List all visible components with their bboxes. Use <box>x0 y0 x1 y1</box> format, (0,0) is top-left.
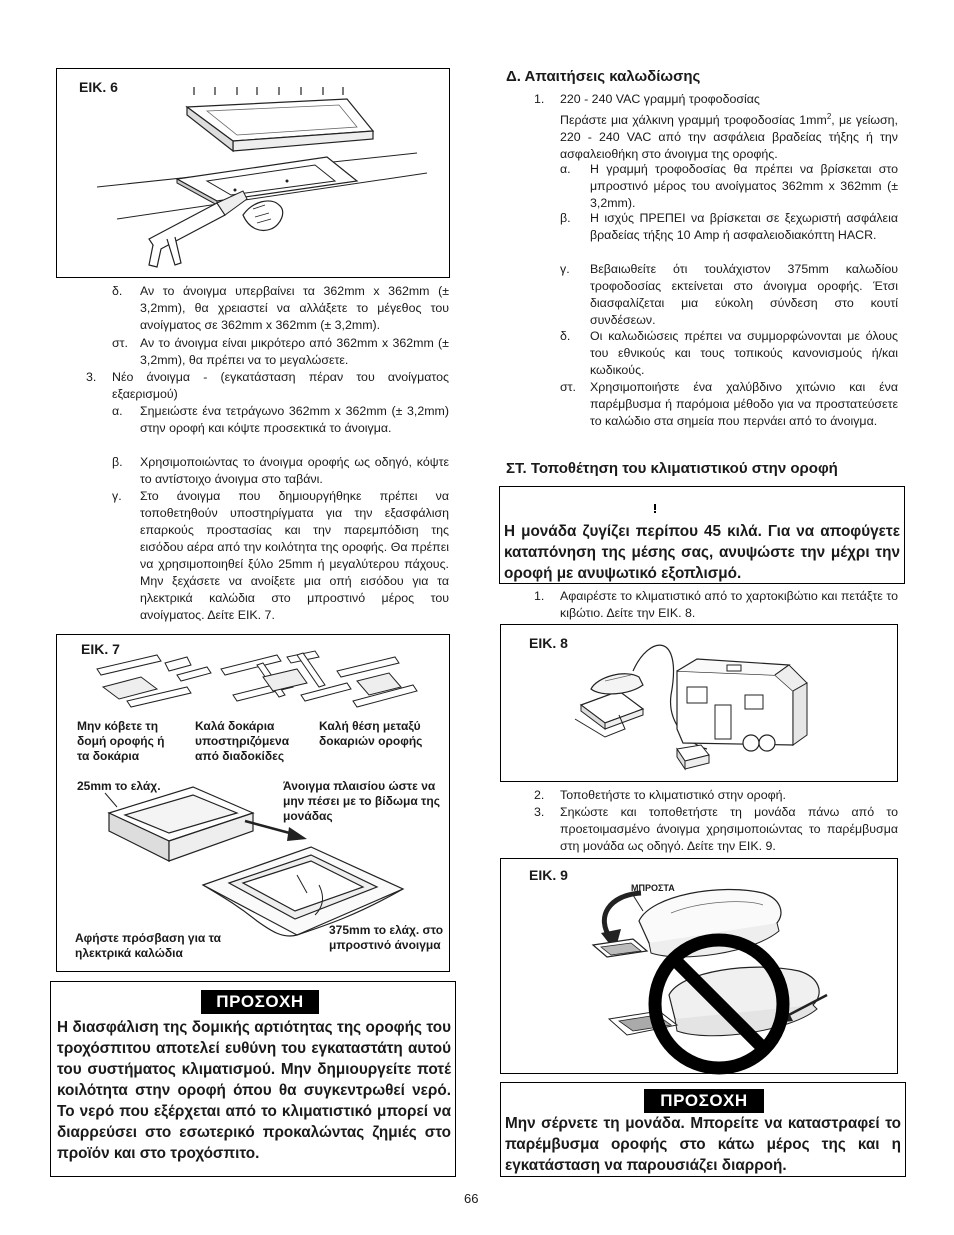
list-text: Οι καλωδιώσεις πρέπει να συμμορφώνονται με όλους του εθνικούς και τους τοπικούς κανονισμούς ή/και κωδικούς. <box>590 329 898 377</box>
list-marker: 2. <box>534 788 545 802</box>
warning-text: Μην σέρνετε τη μονάδα. Μπορείτε να καταστραφεί το παρέμβυσμα οροφής στο κάτω μέρος της και η εγκατάσταση να παρουσιάζει διαρροή. <box>505 1115 901 1174</box>
list-text: Τοποθετήστε το κλιματιστικό στην οροφή. <box>560 788 786 802</box>
list-item-a-d <box>560 161 898 213</box>
list-item-a-left <box>112 403 449 455</box>
figure-8-illustration <box>501 625 899 783</box>
list-marker: 3. <box>534 805 545 819</box>
fig7-caption-good-rafters: Καλά δοκάρια υποστηριζόμενα από διαδοκίδες <box>195 719 290 763</box>
list-item-st-d <box>560 379 898 447</box>
warning-label: ΠΡΟΣΟΧΗ <box>201 990 319 1014</box>
list-text: Βεβαιωθείτε ότι τουλάχιστον 375mm καλωδίου τροφοδοσίας εκτείνεται στο άνοιγμα οροφής. Έτσι διασφαλίζεται μια εύκολη σύνδεση στο κουτί συνδέσεων. <box>590 262 898 327</box>
figure-6-label: ΕΙΚ. 6 <box>79 79 118 95</box>
list-item-1-st <box>534 588 898 624</box>
section-st-title: ΣΤ. Τοποθέτηση του κλιματιστικού στην οροφή <box>506 460 838 477</box>
warning-box-weight <box>499 486 905 584</box>
list-text: Αφαιρέστε το κλιματιστικό από το χαρτοκιβώτιο και πετάξτε το κιβώτιο. Δείτε την ΕΙΚ. 8. <box>560 589 898 620</box>
figure-8-label: ΕΙΚ. 8 <box>529 635 568 651</box>
figure-6-illustration <box>57 69 451 279</box>
list-item-b-d <box>560 210 898 262</box>
warning-text: Η μονάδα ζυγίζει περίπου 45 κιλά. Για να αποφύγετε καταπόνηση της μέσης σας, ανυψώστε την μέχρι την οροφή με ανυψωτικό εξοπλισμό. <box>504 523 900 582</box>
list-item-b-left <box>112 454 449 490</box>
wiring-body-paragraph: Περάστε μια χάλκινη γραμμή τροφοδοσίας $1mm^2$, με γείωση, 220 - 240 VAC από την ασφάλεια βραδείας τήξης ή την ασφαλειοθήκη στο άνοιγμα της οροφής. <box>560 112 898 162</box>
list-marker: γ. <box>112 489 122 503</box>
list-marker: στ. <box>112 336 128 350</box>
figure-7-label: ΕΙΚ. 7 <box>81 641 120 657</box>
list-item-g-d <box>560 261 898 329</box>
warning-box-structural <box>50 981 456 1177</box>
list-text: Σημειώστε ένα τετράγωνο 362mm x 362mm (± 3,2mm) στην οροφή και κόψτε προσεκτικά το άνοιγμα. <box>140 404 449 435</box>
list-marker: α. <box>560 162 571 176</box>
figure-7 <box>56 634 450 972</box>
list-text: Νέο άνοιγμα - (εγκατάσταση πέραν του ανοίγματος εξαερισμού) <box>112 370 449 401</box>
list-text: Αν το άνοιγμα υπερβαίνει τα 362mm x 362mm (± 3,2mm), θα χρειαστεί να αλλάξετε το μέγεθος του ανοίγματος σε 362mm x 362mm (± 3,2mm). <box>140 284 449 332</box>
fig7-caption-wire-access: Αφήστε πρόσβαση για τα ηλεκτρικά καλώδια <box>75 931 222 960</box>
list-item-1-d <box>534 91 898 109</box>
figure-6 <box>56 68 450 278</box>
list-item-3-left <box>86 369 449 405</box>
list-marker: γ. <box>560 262 570 276</box>
list-marker: β. <box>112 455 123 469</box>
list-item-2-st <box>534 787 898 805</box>
list-item-st-left <box>112 335 449 371</box>
list-text: Στο άνοιγμα που δημιουργήθηκε πρέπει να τοποθετηθούν υποστηρίγματα για την εξασφάλιση επαρκούς προστασίας και την παρεμπόδιση της εισόδου αέρα από την κοιλότητα της οροφής. Θα πρέπει να χρησιμοποιηθεί ξύλο 25mm ή μεγαλύτερου πάχους. Μην ξεχάσετε να ανοίξετε μια οπή εισόδου για τα ηλεκτρικά καλώδια στο μπροστινό μέρος του ανοίγματος. Δείτε ΕΙΚ. 7. <box>140 489 449 622</box>
list-text: Σηκώστε και τοποθετήστε τη μονάδα πάνω από το προετοιμασμένο άνοιγμα χρησιμοποιώντας το παρέμβυσμα στη μονάδα ως οδηγό. Δείτε την ΕΙΚ. 9. <box>560 805 898 853</box>
figure-9-illustration <box>501 859 899 1075</box>
list-item-g-left <box>112 488 449 628</box>
list-text: 220 - 240 VAC γραμμή τροφοδοσίας <box>560 92 760 106</box>
list-marker: 3. <box>86 370 97 384</box>
figure-8 <box>500 624 898 782</box>
list-marker: 1. <box>534 589 545 603</box>
warning-label: ΠΡΟΣΟΧΗ <box>644 1089 764 1113</box>
figure-9 <box>500 858 898 1074</box>
list-item-3-st <box>534 804 898 856</box>
page-number: 66 <box>464 1191 479 1206</box>
list-item-d-d <box>560 328 898 380</box>
fig7-caption-between-rafters: Καλή θέση μεταξύ δοκαριών οροφής <box>319 719 423 748</box>
list-text: Χρησιμοποιήστε ένα χαλύβδινο χιτώνιο και ένα παρέμβυσμα ή παρόμοια μέθοδο για να προστατεύσετε το καλώδιο στα σημεία που περνάει από το άνοιγμα. <box>590 380 898 428</box>
list-item-d-left <box>112 283 449 335</box>
list-marker: δ. <box>112 284 123 298</box>
list-marker: β. <box>560 211 571 225</box>
fig7-caption-25mm: 25mm το ελάχ. <box>77 779 161 793</box>
list-text: Η γραμμή τροφοδοσίας θα πρέπει να βρίσκεται στο μπροστινό μέρος του ανοίγματος 362mm x 362mm (± 3,2mm). <box>590 162 898 210</box>
fig7-caption-375mm: 375mm το ελάχ. στο μπροστινό άνοιγμα <box>329 923 444 952</box>
fig7-caption-frame-opening: Άνοιγμα πλαισίου ώστε να μην πέσει με το βίδωμα της μονάδας <box>283 779 440 823</box>
warning-label-text: ΠΡΟΣΟΧΗ <box>668 497 756 516</box>
warning-triangle-icon <box>646 499 664 515</box>
list-text: Η ισχύς ΠΡΕΠΕΙ να βρίσκεται σε ξεχωριστή ασφάλεια βραδείας τήξης 10 Amp ή ασφαλειοδιακόπτη HACR. <box>590 211 898 242</box>
list-marker: α. <box>112 404 123 418</box>
section-d-title: Δ. Απαιτήσεις καλωδίωσης <box>506 68 701 85</box>
list-marker: δ. <box>560 329 571 343</box>
list-marker: 1. <box>534 92 545 106</box>
list-marker: στ. <box>560 380 576 394</box>
figure-9-label: ΕΙΚ. 9 <box>529 867 568 883</box>
list-text: Αν το άνοιγμα είναι μικρότερο από 362mm x 362mm (± 3,2mm), θα πρέπει να το μεγαλώσετε. <box>140 336 449 367</box>
fig7-caption-no-cut: Μην κόβετε τη δομή οροφής ή τα δοκάρια <box>77 719 165 763</box>
front-label: ΜΠΡΟΣΤΑ <box>631 883 675 893</box>
list-text: Χρησιμοποιώντας το άνοιγμα οροφής ως οδηγό, κόψτε το αντίστοιχο άνοιγμα στο ταβάνι. <box>140 455 449 486</box>
warning-box-drag <box>500 1082 906 1177</box>
warning-text: Η διασφάλιση της δομικής αρτιότητας της οροφής του τροχόσπιτου αποτελεί ευθύνη του εγκαταστάτη αυτού του συστήματος κλιματισμού. Μην δημιουργείτε ποτέ κοιλότητα στην οροφή όπου θα συγκεντρωθεί νερό. Το νερό που εξέρχεται από το κλιματιστικό μπορεί να διαρρεύσει στο εσωτερικό προκαλώντας ζημιές στο προϊόν και στο τροχόσπιτο. <box>57 1019 451 1162</box>
